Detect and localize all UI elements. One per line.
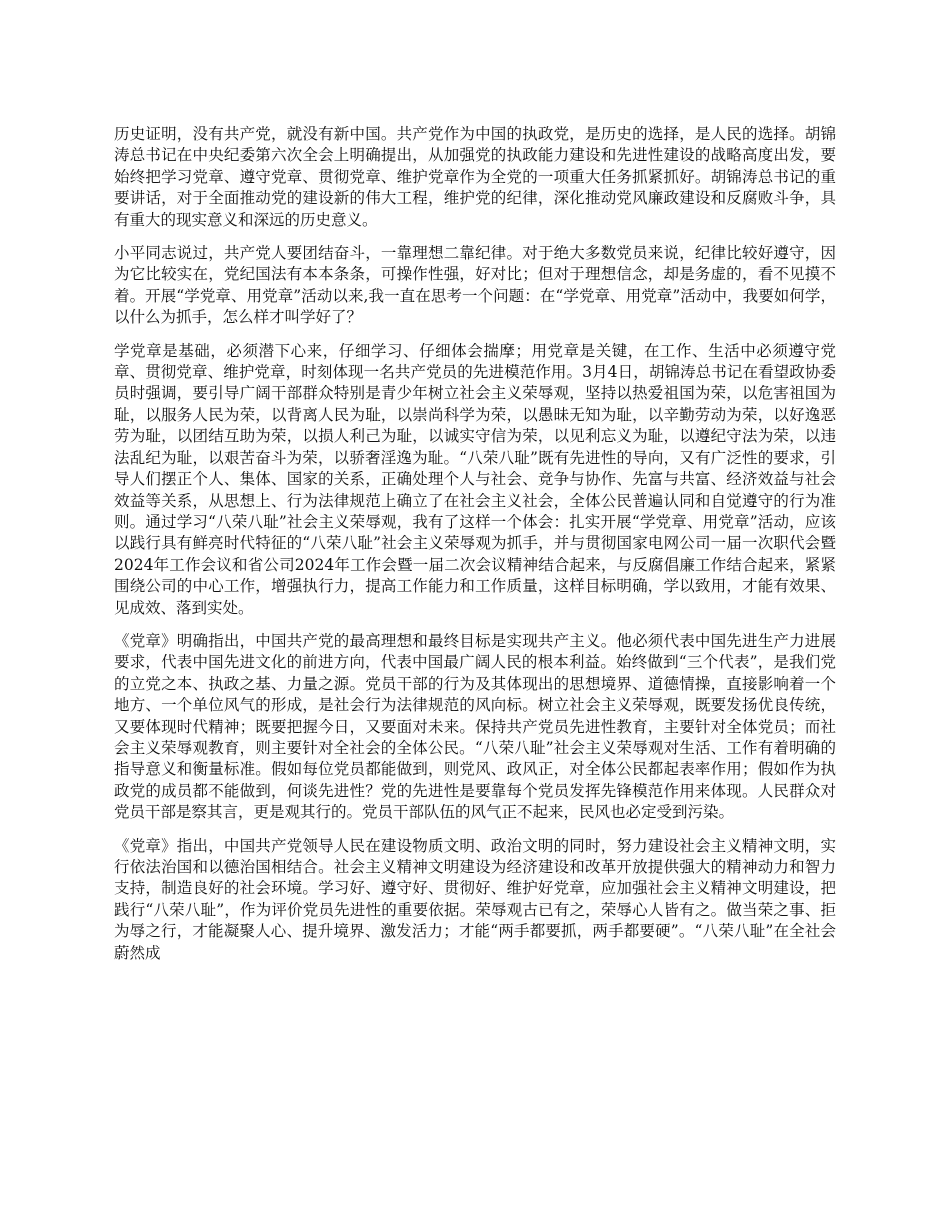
paragraph-spiritual-civilization: 《党章》指出，中国共产党领导人民在建设物质文明、政治文明的同时，努力建设社会主义精神文明，实行依法治国和以德治国相结合。社会主义精神文明建设为经济建设和改革开放提供强大的精神动力和智力支持，制造良好的社会环境。学习好、遵守好、贯彻好、维护好党章，应加强社会主义精神文明建设，把践行“八荣八耻”，作为评价党员先进性的重要依据。荣辱观古已有之，荣辱心人皆有之。做当荣之事、拒为辱之行，才能凝聚人心、提升境界、激发活力；才能“两手都要抓，两手都要硬”。“八荣八耻”在全社会蔚然成 — [114, 836, 836, 962]
paragraph-discipline: 小平同志说过，共产党人要团结奋斗，一靠理想二靠纪律。对于绝大多数党员来说，纪律比较好遵守，因为它比较实在，党纪国法有本本条条，可操作性强，好对比；但对于理想信念，却是务虚的，看不见摸不着。开展“学党章、用党章”活动以来,我一直在思考一个问题：在“学党章、用党章”活动中，我要如何学，以什么为抓手，怎么样才叫学好了？ — [114, 244, 836, 327]
paragraph-history: 历史证明，没有共产党，就没有新中国。共产党作为中国的执政党，是历史的选择，是人民的选择。胡锦涛总书记在中央纪委第六次全会上明确提出，从加强党的执政能力建设和先进性建设的战略高度出发，要始终把学习党章、遵守党章、贯彻党章、维护党章作为全党的一项重大任务抓紧抓好。胡锦涛总书记的重要讲话，对于全面推动党的建设新的伟大工程，维护党的纪律，深化推动党风廉政建设和反腐败斗争，具有重大的现实意义和深远的历史意义。 — [114, 125, 836, 229]
document-body — [114, 124, 836, 976]
paragraph-study-charter: 学党章是基础，必须潜下心来，仔细学习、仔细体会揣摩；用党章是关键，在工作、生活中必须遵守党章、贯彻党章、维护党章，时刻体现一名共产党员的先进模范作用。3月4日，胡锦涛总书记在看望政协委员时强调，要引导广阔干部群众特别是青少年树立社会主义荣辱观，坚持以热爱祖国为荣，以危害祖国为耻，以服务人民为荣，以背离人民为耻，以崇尚科学为荣，以愚昧无知为耻，以辛勤劳动为荣，以好逸恶劳为耻，以团结互助为荣，以损人利己为耻，以诚实守信为荣，以见利忘义为耻，以遵纪守法为荣，以违法乱纪为耻，以艰苦奋斗为荣，以骄奢淫逸为耻。“八荣八耻”既有先进性的导向，又有广泛性的要求，引导人们摆正个人、集体、国家的关系，正确处理个人与社会、竞争与协作、先富与共富、经济效益与社会效益等关系，从思想上、行为法律规范上确立了在社会主义社会，全体公民普遍认同和自觉遵守的行为准则。通过学习“八荣八耻”社会主义荣辱观，我有了这样一个体会：扎实开展“学党章、用党章”活动，应该以践行具有鲜亮时代特征的“八荣八耻”社会主义荣辱观为抓手，并与贯彻国家电网公司一届一次职代会暨2024年工作会议和省公司2024年工作会暨一届二次会议精神结合起来，与反腐倡廉工作结合起来，紧紧围绕公司的中心工作，增强执行力，提高工作能力和工作质量，这样目标明确，学以致用，才能有效果、见成效、落到实处。 — [114, 341, 836, 617]
paragraph-party-ideal: 《党章》明确指出，中国共产党的最高理想和最终目标是实现共产主义。他必须代表中国先进生产力进展要求，代表中国先进文化的前进方向，代表中国最广阔人民的根本利益。始终做到“三个代表”，是我们党的立党之本、执政之基、力量之源。党员干部的行为及其体现出的思想境界、道德情操，直接影响着一个地方、一个单位风气的形成，是社会行为法律规范的风向标。树立社会主义荣辱观，既要发扬优良传统，又要体现时代精神；既要把握今日，又要面对未来。保持共产党员先进性教育，主要针对全体党员；而社会主义荣辱观教育，则主要针对全社会的全体公民。“八荣八耻”社会主义荣辱观对生活、工作有着明确的指导意义和衡量标准。假如每位党员都能做到，则党风、政风正，对全体公民都起表率作用；假如作为执政党的成员都不能做到，何谈先进性？党的先进性是要靠每个党员发挥先锋模范作用来体现。人民群众对党员干部是察其言，更是观其行的。党员干部队伍的风气正不起来，民风也必定受到污染。 — [114, 631, 836, 822]
